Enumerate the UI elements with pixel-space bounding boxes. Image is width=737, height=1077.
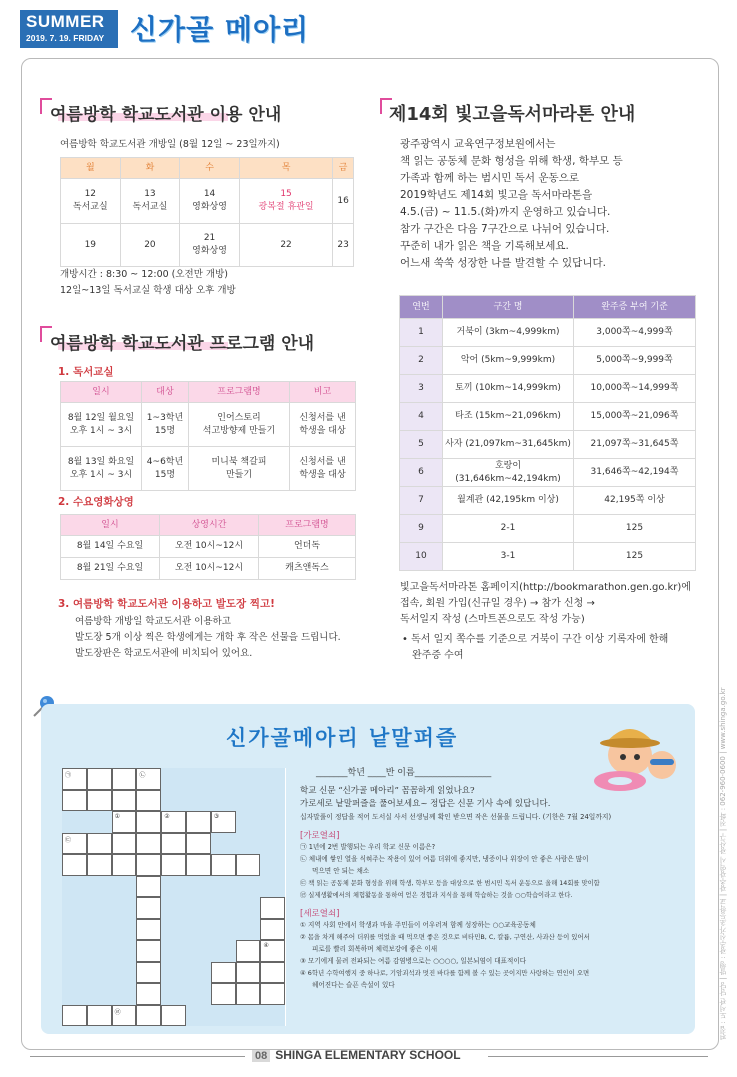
crossword-cell[interactable]: [62, 768, 87, 790]
clue-number: ④: [263, 942, 269, 949]
crossword-block: [112, 876, 137, 898]
day-header: 화: [120, 158, 180, 179]
crossword-cell[interactable]: [136, 854, 161, 876]
crossword-block: [236, 876, 261, 898]
crossword-cell[interactable]: [62, 854, 87, 876]
crossword-block: [62, 983, 87, 1005]
day-header: 목: [239, 158, 332, 179]
library-period: 여름방학 학교도서관 개방일 (8월 12일 ~ 23일까지): [60, 139, 280, 150]
crossword-block: [211, 876, 236, 898]
crossword-block: [161, 940, 186, 962]
crossword-cell[interactable]: [136, 940, 161, 962]
crossword-cell[interactable]: [260, 897, 285, 919]
side-credits: 편집 : 도서관 담당 | 발행 : 광주신가초등학교 | 광주광역시 광산구 | 전화 : 062-960-0600 | www.shinga.go.kr: [719, 687, 727, 1040]
page-header: [0, 0, 737, 58]
school-name: SHINGA ELEMENTARY SCHOOL: [275, 1048, 461, 1062]
calendar-cell: 21 영화상영: [180, 224, 240, 267]
crossword-cell[interactable]: [161, 1005, 186, 1027]
crossword-block: [112, 919, 137, 941]
crossword-cell[interactable]: [136, 876, 161, 898]
table-cell: 미니북 책갈피 만들기: [189, 447, 290, 491]
reading-table: 일시 대상 프로그램명 비고 8월 12일 월요일 오후 1시 ~ 3시 1~3학년 15명 인어스토리 석고방향제 만들기 신청서를 낸 학생을 대상 8월 13일 화요일 오후 1시 ~ 3시 4~6학년 15명 미니북 책갈피 만들기 신청서를 낸 학생을 대상: [60, 381, 356, 491]
crossword-cell[interactable]: [211, 811, 236, 833]
crossword-block: [211, 790, 236, 812]
crossword-cell[interactable]: [161, 811, 186, 833]
crossword-cell[interactable]: [136, 768, 161, 790]
crossword-block: [236, 833, 261, 855]
crossword-cell[interactable]: [136, 833, 161, 855]
crossword-block: [236, 897, 261, 919]
kids-illustration-icon: [590, 715, 690, 795]
crossword-block: [186, 768, 211, 790]
clue-number: ②: [164, 813, 170, 820]
crossword-cell[interactable]: [161, 854, 186, 876]
calendar-cell: 14 영화상영: [180, 179, 240, 224]
crossword-block: [260, 854, 285, 876]
crossword-block: [260, 790, 285, 812]
crossword-block: [112, 962, 137, 984]
crossword-block: [112, 897, 137, 919]
puzzle-title: 신가골메아리 낱말퍼즐: [226, 726, 459, 750]
crossword-cell[interactable]: [112, 833, 137, 855]
crossword-block: [186, 897, 211, 919]
crossword-cell[interactable]: [87, 790, 112, 812]
crossword-block: [211, 919, 236, 941]
crossword-block: [161, 983, 186, 1005]
crossword-block: [186, 1005, 211, 1027]
crossword-cell[interactable]: [112, 1005, 137, 1027]
crossword-block: [211, 833, 236, 855]
crossword-block: [62, 811, 87, 833]
crossword-cell[interactable]: [136, 962, 161, 984]
crossword-cell[interactable]: [211, 983, 236, 1005]
calendar-cell: 23: [333, 224, 354, 267]
crossword-cell[interactable]: [260, 940, 285, 962]
crossword-cell[interactable]: [161, 833, 186, 855]
crossword-grid: [62, 768, 286, 1026]
day-header: 수: [180, 158, 240, 179]
crossword-block: [62, 962, 87, 984]
crossword-block: [87, 919, 112, 941]
crossword-cell[interactable]: [136, 919, 161, 941]
crossword-cell[interactable]: [211, 854, 236, 876]
table-cell: 8월 12일 월요일 오후 1시 ~ 3시: [61, 403, 142, 447]
clue-number: ㉡: [139, 772, 146, 779]
table-cell: 신청서를 낸 학생을 대상: [290, 447, 356, 491]
crossword-cell[interactable]: [186, 854, 211, 876]
crossword-block: [161, 962, 186, 984]
crossword-cell[interactable]: [236, 940, 261, 962]
crossword-block: [211, 768, 236, 790]
clue-number: ㉢: [65, 836, 72, 844]
crossword-cell[interactable]: [236, 962, 261, 984]
calendar-cell: 16: [333, 179, 354, 224]
footer-rule: [30, 1056, 245, 1057]
crossword-cell[interactable]: [136, 1005, 161, 1027]
crossword-cell[interactable]: [186, 833, 211, 855]
newsletter-title: 신가골 메아리: [130, 13, 310, 46]
crossword-block: [87, 940, 112, 962]
crossword-block: [260, 768, 285, 790]
table-cell: 인어스토리 석고방향제 만들기: [189, 403, 290, 447]
crossword-block: [186, 790, 211, 812]
crossword-block: [211, 897, 236, 919]
crossword-block: [161, 876, 186, 898]
crossword-block: [236, 768, 261, 790]
table-cell: 4~6학년 15명: [142, 447, 189, 491]
library-note: 12일~13일 독서교실 학생 대상 오후 개방: [60, 285, 236, 296]
crossword-block: [161, 897, 186, 919]
crossword-block: [186, 876, 211, 898]
crossword-block: [186, 983, 211, 1005]
day-header: 월: [61, 158, 121, 179]
crossword-block: [211, 940, 236, 962]
clue-number: ㉠: [65, 772, 72, 779]
crossword-block: [236, 1005, 261, 1027]
crossword-block: [112, 983, 137, 1005]
crossword-cell[interactable]: [211, 962, 236, 984]
crossword-cell[interactable]: [87, 854, 112, 876]
crossword-cell[interactable]: [112, 811, 137, 833]
crossword-cell[interactable]: [260, 919, 285, 941]
crossword-block: [161, 919, 186, 941]
page-number: 08: [252, 1050, 270, 1062]
crossword-block: [211, 1005, 236, 1027]
crossword-cell[interactable]: [87, 1005, 112, 1027]
day-header: 금: [333, 158, 354, 179]
calendar-cell: 22: [239, 224, 332, 267]
crossword-block: [186, 919, 211, 941]
crossword-cell[interactable]: [62, 1005, 87, 1027]
crossword-block: [87, 811, 112, 833]
crossword-block: [87, 876, 112, 898]
crossword-cell[interactable]: [112, 854, 137, 876]
crossword-cell[interactable]: [136, 790, 161, 812]
crossword-block: [87, 983, 112, 1005]
library-hours: 개방시간 : 8:30 ~ 12:00 (오전만 개방): [60, 269, 228, 280]
marathon-title: 제14회 빛고을독서마라톤 안내: [389, 104, 636, 125]
library-title: 여름방학 학교도서관 이용 안내: [50, 105, 282, 125]
calendar-cell: 13 독서교실: [120, 179, 180, 224]
clue-number: ③: [213, 813, 220, 820]
table-cell: 신청서를 낸 학생을 대상: [290, 403, 356, 447]
crossword-cell[interactable]: [236, 854, 261, 876]
crossword-block: [236, 811, 261, 833]
issue-date: 2019. 7. 19. FRIDAY: [26, 33, 105, 43]
crossword-block: [186, 962, 211, 984]
crossword-block: [62, 876, 87, 898]
crossword-block: [112, 940, 137, 962]
clue-number: ㉣: [114, 1008, 121, 1016]
crossword-cell[interactable]: [236, 983, 261, 1005]
crossword-block: [236, 919, 261, 941]
crossword-cell[interactable]: [62, 790, 87, 812]
calendar-cell: 19: [61, 224, 121, 267]
crossword-cell[interactable]: [136, 811, 161, 833]
program-title: 여름방학 학교도서관 프로그램 안내: [50, 334, 315, 354]
crossword-block: [62, 897, 87, 919]
calendar-cell: 20: [120, 224, 180, 267]
calendar-cell-holiday: 15 광복절 휴관일: [239, 179, 332, 224]
crossword-cell[interactable]: [112, 790, 137, 812]
crossword-cell[interactable]: [260, 983, 285, 1005]
season-label: SUMMER: [26, 12, 105, 31]
clue-number: ①: [114, 813, 120, 820]
crossword-block: [186, 940, 211, 962]
movie-subtitle: 2. 수요영화상영: [58, 496, 134, 508]
table-cell: 8월 13일 화요일 오후 1시 ~ 3시: [61, 447, 142, 491]
crossword-cell[interactable]: [260, 962, 285, 984]
crossword-block: [260, 811, 285, 833]
crossword-block: [260, 833, 285, 855]
stamp-subtitle: 3. 여름방학 학교도서관 이용하고 발도장 찍고!: [58, 598, 275, 610]
crossword-cell[interactable]: [136, 897, 161, 919]
name-line: _______학년 ____반 이름_________________: [316, 768, 492, 778]
crossword-block: [87, 897, 112, 919]
crossword-block: [161, 790, 186, 812]
movie-table: 일시 상영시간 프로그램명 8월 14일 수요일 오전 10시~12시 언더독 8월 21일 수요일 오전 10시~12시 캐츠앤독스: [60, 514, 356, 580]
crossword-block: [260, 876, 285, 898]
reading-subtitle: 1. 독서교실: [58, 366, 114, 378]
crossword-cell[interactable]: [186, 811, 211, 833]
library-calendar: [60, 157, 354, 267]
crossword-block: [87, 962, 112, 984]
crossword-cell[interactable]: [136, 983, 161, 1005]
crossword-block: [161, 768, 186, 790]
crossword-block: [62, 919, 87, 941]
crossword-cell[interactable]: [112, 768, 137, 790]
crossword-cell[interactable]: [62, 833, 87, 855]
crossword-block: [236, 790, 261, 812]
footer: [252, 1048, 461, 1062]
crossword-block: [260, 1005, 285, 1027]
footer-rule: [488, 1056, 708, 1057]
table-cell: 1~3학년 15명: [142, 403, 189, 447]
calendar-cell: 12 독서교실: [61, 179, 121, 224]
crossword-cell[interactable]: [87, 833, 112, 855]
marathon-table: 연번 구간 명 완주증 부여 기준 1 거북이 (3km~4,999km) 3,000쪽~4,999쪽 2 악어 (5km~9,999km) 5,000쪽~9,999쪽 3 토끼 (10km~14,999km) 10,000쪽~14,999쪽 4 타조 (15km~21,096km) 15,000쪽~21,096쪽 5 사자 (21,097km~31,645km) 21,097쪽~31,645쪽 6 호랑이 (31,646km~42,194km) 31,646쪽~42,194쪽 7 월계관 (42,195km 이상) 42,195쪽 이상 9 2-1 125 10 3-1 125: [399, 295, 696, 571]
crossword-block: [62, 940, 87, 962]
crossword-cell[interactable]: [87, 768, 112, 790]
